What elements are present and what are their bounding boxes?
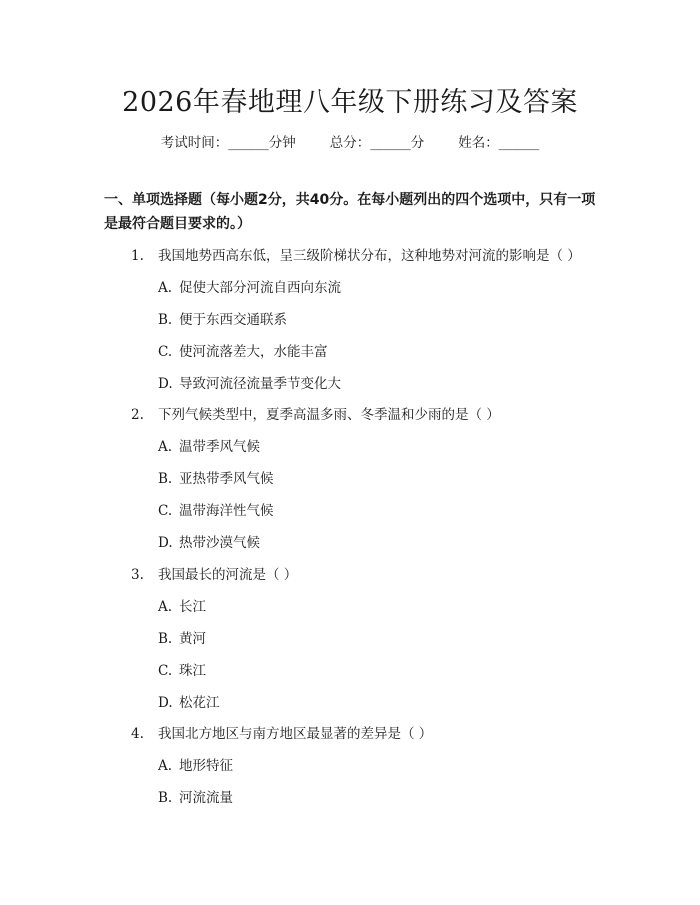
question-number: 3. (131, 567, 144, 583)
exam-info-line (0, 131, 700, 151)
option-2c (158, 499, 274, 519)
option-4a (158, 754, 233, 774)
question-4 (131, 722, 432, 742)
option-text: 便于东西交通联系 (179, 312, 287, 328)
option-letter: B. (158, 312, 173, 328)
option-text: 珠江 (179, 663, 206, 679)
question-2 (131, 403, 500, 423)
option-letter: D. (158, 376, 173, 392)
option-letter: C. (158, 663, 173, 679)
option-3b (158, 627, 206, 647)
option-text: 河流流量 (179, 790, 233, 806)
option-letter: C. (158, 503, 173, 519)
option-letter: B. (158, 471, 173, 487)
option-1b (158, 308, 287, 328)
option-1d (158, 372, 341, 392)
option-1a (158, 276, 341, 296)
question-number: 2. (131, 407, 144, 423)
question-text: 我国北方地区与南方地区最显著的差异是（ ） (158, 726, 433, 742)
option-letter: B. (158, 790, 173, 806)
question-1 (131, 244, 581, 264)
student-name-field: 姓名：______ (458, 135, 540, 151)
question-number: 4. (131, 726, 144, 742)
question-text: 下列气候类型中，夏季高温多雨、冬季温和少雨的是（ ） (158, 407, 500, 423)
option-4b (158, 786, 233, 806)
option-text: 温带季风气候 (179, 439, 260, 455)
option-text: 黄河 (179, 631, 206, 647)
question-text: 我国地势西高东低，呈三级阶梯状分布，这种地势对河流的影响是（ ） (158, 248, 581, 264)
option-letter: A. (158, 439, 173, 455)
total-score-field: 总分：______分 (329, 135, 425, 151)
option-letter: D. (158, 695, 173, 711)
option-text: 温带海洋性气候 (179, 503, 274, 519)
option-letter: C. (158, 344, 173, 360)
option-letter: A. (158, 758, 173, 774)
option-text: 使河流落差大，水能丰富 (179, 344, 328, 360)
option-letter: A. (158, 599, 173, 615)
option-text: 导致河流径流量季节变化大 (179, 376, 341, 392)
option-3d (158, 691, 220, 711)
option-text: 松花江 (179, 695, 220, 711)
option-letter: D. (158, 535, 173, 551)
question-text: 我国最长的河流是（ ） (158, 567, 298, 583)
option-text: 亚热带季风气候 (179, 471, 274, 487)
option-2d (158, 531, 260, 551)
option-text: 热带沙漠气候 (179, 535, 260, 551)
option-1c (158, 340, 328, 360)
option-text: 长江 (179, 599, 206, 615)
exam-time-field: 考试时间：______分钟 (160, 135, 296, 151)
option-text: 促使大部分河流自西向东流 (179, 280, 341, 296)
option-3c (158, 659, 206, 679)
option-text: 地形特征 (179, 758, 233, 774)
question-3 (131, 563, 297, 583)
option-2b (158, 467, 274, 487)
option-2a (158, 435, 260, 455)
section-heading: 一、单项选择题（每小题2分，共40分。在每小题列出的四个选项中，只有一项是最符合题目要求的。） (104, 192, 596, 232)
option-3a (158, 595, 206, 615)
option-letter: A. (158, 280, 173, 296)
option-letter: B. (158, 631, 173, 647)
question-number: 1. (131, 248, 144, 264)
page-title: 2026年春地理八年级下册练习及答案 (122, 87, 578, 118)
